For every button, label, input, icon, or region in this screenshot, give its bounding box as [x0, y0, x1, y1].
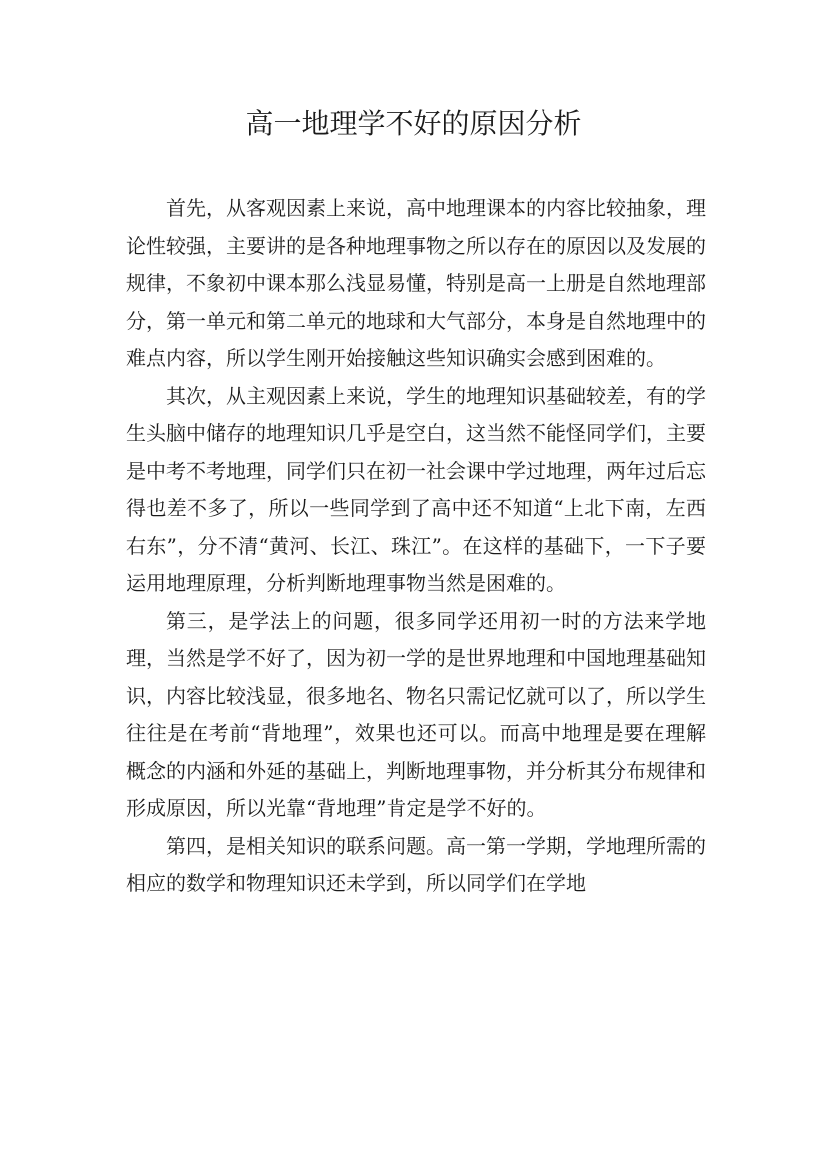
document-title: 高一地理学不好的原因分析 [245, 107, 582, 140]
paragraph-2: 其次，从主观因素上来说，学生的地理知识基础较差，有的学生头脑中储存的地理知识几乎是空白，这当然不能怪同学们，主要是中考不考地理，同学们只在初一社会课中学过地理，两年过后忘得也差不多了，所以一些同学到了高中还不知道“上北下南，左西右东”，分不清“黄河、长江、珠江”。在这样的基础下，一下子要运用地理原理，分析判断地理事物当然是困难的。 [126, 383, 706, 595]
paragraph-3: 第三，是学法上的问题，很多同学还用初一时的方法来学地理，当然是学不好了，因为初一学的是世界地理和中国地理基础知识，内容比较浅显，很多地名、物名只需记忆就可以了，所以学生往往是在考前“背地理”，效果也还可以。而高中地理是要在理解概念的内涵和外延的基础上，判断地理事物，并分析其分布规律和形成原因，所以光靠“背地理”肯定是学不好的。 [126, 608, 706, 820]
paragraph-1: 首先，从客观因素上来说，高中地理课本的内容比较抽象，理论性较强，主要讲的是各种地理事物之所以存在的原因以及发展的规律，不象初中课本那么浅显易懂，特别是高一上册是自然地理部分，第一单元和第二单元的地球和大气部分，本身是自然地理中的难点内容，所以学生刚开始接触这些知识确实会感到困难的。 [126, 196, 706, 370]
document-body [126, 190, 706, 903]
paragraph-4: 第四，是相关知识的联系问题。高一第一学期，学地理所需的相应的数学和物理知识还未学到，所以同学们在学地 [126, 833, 706, 895]
